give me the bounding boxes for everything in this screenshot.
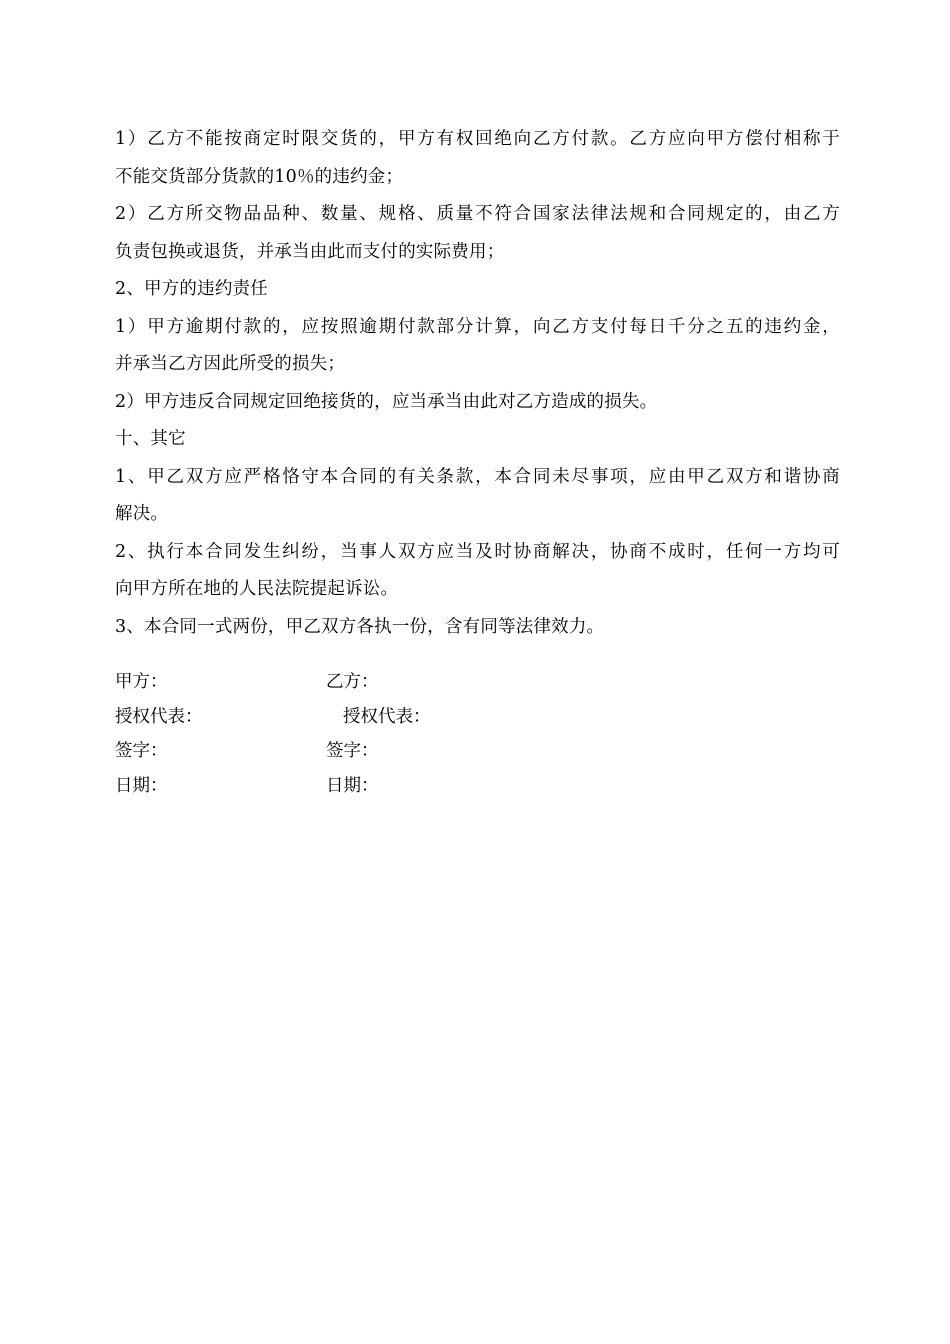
clause-line: 不能交货部分货款的10％的违约金； — [115, 166, 404, 187]
section-heading: 2、甲方的违约责任 — [115, 279, 268, 299]
date-b-label: 日期： — [326, 775, 379, 796]
sign-row — [115, 734, 615, 769]
sign-b-label: 签字： — [326, 741, 379, 761]
section-heading: 十、其它 — [115, 429, 186, 449]
clause-line: 向甲方所在地的人民法院提起诉讼。 — [115, 579, 399, 599]
clause-line: 并承当乙方因此所受的损失； — [115, 354, 346, 374]
clause-line: 1）甲方逾期付款的，应按照逾期付款部分计算，向乙方支付每日千分之五的违约金， — [115, 316, 840, 337]
date-row — [115, 769, 615, 804]
clause-line: 2）甲方违反合同规定回绝接货的，应当承当由此对乙方造成的损失。 — [115, 391, 658, 412]
representative-row — [115, 700, 615, 735]
clause-line: 2）乙方所交物品品种、数量、规格、质量不符合国家法律法规和合同规定的，由乙方 — [115, 204, 840, 224]
clause-line: 2、执行本合同发生纠纷，当事人双方应当及时协商解决，协商不成时，任何一方均可 — [115, 541, 840, 562]
clause-line: 3、本合同一式两份，甲乙双方各执一份，含有同等法律效力。 — [115, 616, 605, 637]
rep-a-label: 授权代表： — [115, 706, 203, 727]
party-a-label: 甲方： — [115, 672, 168, 692]
rep-b-label: 授权代表： — [343, 706, 431, 727]
contract-body — [115, 121, 840, 646]
sign-a-label: 签字： — [115, 741, 168, 761]
party-b-label: 乙方： — [326, 672, 379, 692]
party-row — [115, 665, 615, 700]
clause-line: 负责包换或退货，并承当由此而支付的实际费用； — [115, 241, 505, 262]
clause-line: 1、甲乙双方应严格恪守本合同的有关条款，本合同未尽事项，应由甲乙双方和谐协商 — [115, 466, 840, 487]
clause-line: 1）乙方不能按商定时限交货的，甲方有权回绝向乙方付款。乙方应向甲方偿付相称于 — [115, 129, 840, 149]
signature-block — [115, 665, 615, 803]
date-a-label: 日期： — [115, 775, 168, 796]
clause-line: 解决。 — [115, 504, 169, 524]
